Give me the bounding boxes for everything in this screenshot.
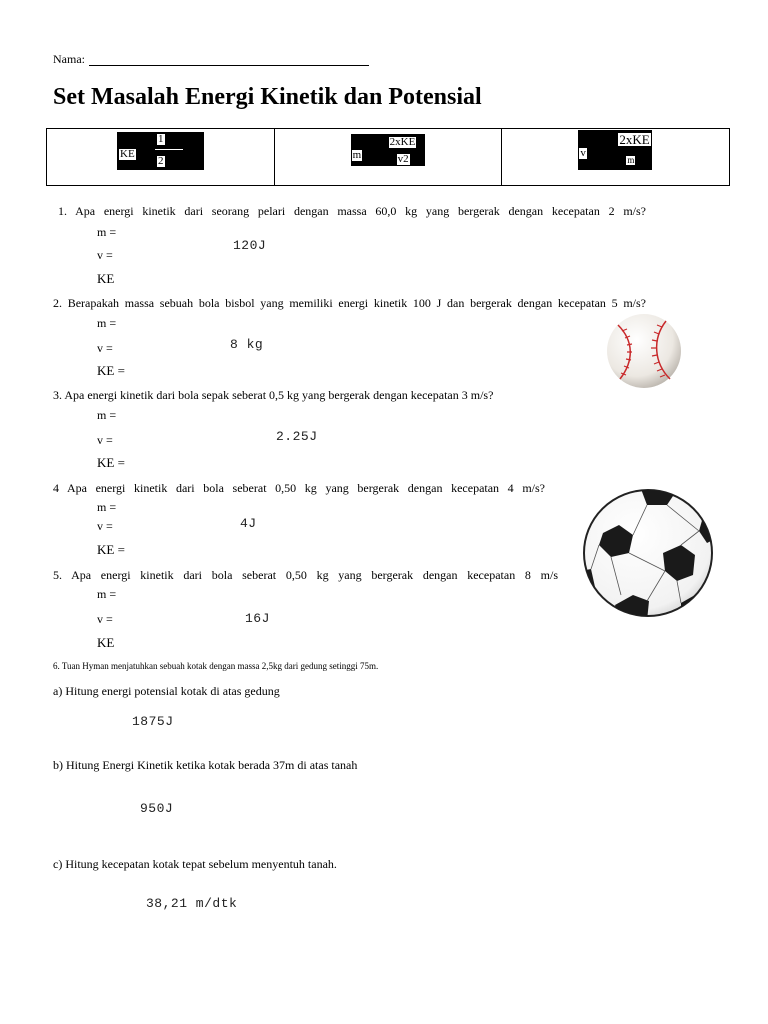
q2-answer: 8 kg [230,337,264,352]
q4-ke-label: KE = [97,542,125,557]
v-numerator: 2xKE [619,132,650,147]
q6b-text: b) Hitung Energi Kinetik ketika kotak berada 37m di atas tanah [53,758,358,772]
q2-ke-label: KE = [97,363,125,378]
m-formula-image [351,134,425,166]
v-formula-image [578,130,652,170]
m-numerator: 2xKE [389,136,416,148]
q6a-text: a) Hitung energi potensial kotak di atas gedung [53,684,280,698]
m-symbol: m [352,149,362,161]
ke-fraction-bar [155,149,183,150]
q5-v-label: v = [97,612,113,626]
q5-answer: 16J [245,611,270,626]
ke-formula-image [117,132,204,170]
formula-table [46,128,730,186]
name-label: Nama: [53,52,85,66]
q6c-answer: 38,21 m/dtk [146,896,238,911]
v-denominator: m [627,155,635,165]
q3-m-label: m = [97,408,117,422]
q4-m-label: m = [97,500,117,514]
question-6: 6. Tuan Hyman menjatuhkan sebuah kotak dengan massa 2,5kg dari gedung setinggi 75m. [53,661,379,671]
q4-answer: 4J [240,516,257,531]
formula-cell-ke [47,129,275,185]
q6b-answer: 950J [140,801,174,816]
v-symbol: v [580,147,586,159]
q1-ke-label: KE [97,271,115,286]
ke-numerator: 1 [158,133,164,145]
q6c-text: c) Hitung kecepatan kotak tepat sebelum menyentuh tanah. [53,857,337,871]
ke-symbol: KE [120,148,135,160]
question-2: 2. Berapakah massa sebuah bola bisbol yang memiliki energi kinetik 100 J dan bergerak dengan kecepatan 5 m/s? [53,296,646,310]
q4-v-label: v = [97,519,113,533]
q3-answer: 2.25J [276,429,318,444]
q2-m-label: m = [97,316,117,330]
m-denominator: v2 [397,153,409,165]
q3-v-label: v = [97,433,113,447]
question-3: 3. Apa energi kinetik dari bola sepak seberat 0,5 kg yang bergerak dengan kecepatan 3 m/s? [53,388,494,402]
q5-ke-label: KE [97,635,115,650]
q5-m-label: m = [97,587,117,601]
question-4: 4 Apa energi kinetik dari bola seberat 0,50 kg yang bergerak dengan kecepatan 4 m/s? [53,481,545,495]
formula-cell-m [275,129,503,185]
baseball-image [604,311,684,391]
q1-v-label: v = [97,248,113,262]
ke-denominator: 2 [158,155,164,167]
q1-m-label: m = [97,225,117,239]
soccer-ball-image [581,487,715,619]
page-title: Set Masalah Energi Kinetik dan Potensial [53,84,482,110]
q3-ke-label: KE = [97,455,125,470]
name-field[interactable] [89,53,369,66]
formula-cell-v [502,129,729,185]
question-1: 1. Apa energi kinetik dari seorang pelari dengan massa 60,0 kg yang bergerak dengan kecepatan 2 m/s? [58,204,646,218]
q2-v-label: v = [97,341,113,355]
question-5: 5. Apa energi kinetik dari bola seberat 0,50 kg yang bergerak dengan kecepatan 8 m/s [53,568,558,582]
q1-answer: 120J [233,238,267,253]
q6a-answer: 1875J [132,714,174,729]
